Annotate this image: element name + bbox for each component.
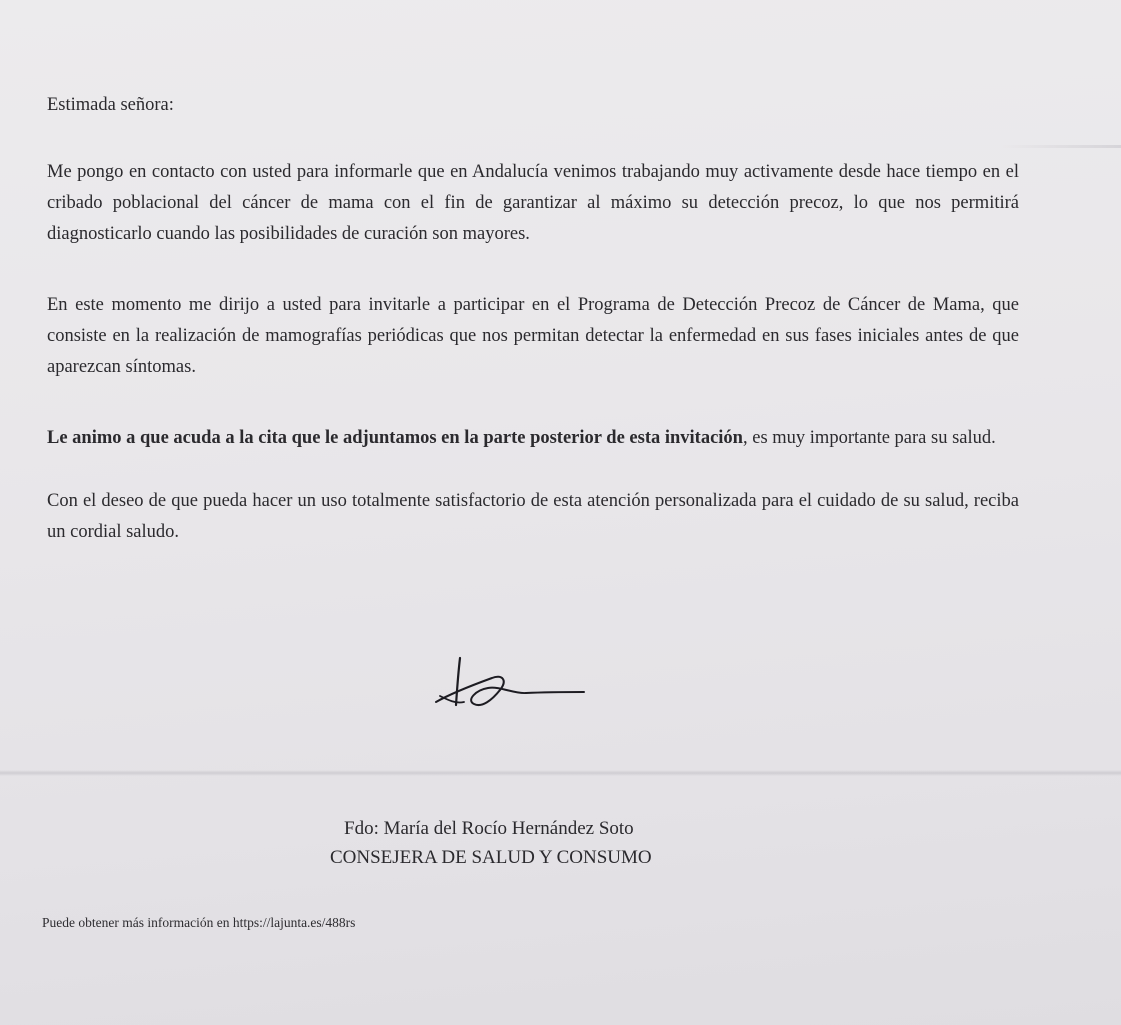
paragraph-3-emphasis: Le animo a que acuda a la cita que le adjuntamos en la parte posterior de esta invitación (47, 428, 743, 448)
paragraph-1: Me pongo en contacto con usted para informarle que en Andalucía venimos trabajando muy activamente desde hace tiempo en el cribado poblacional del cáncer de mama con el fin de garantizar al máximo su detección precoz, lo que nos permitirá diagnosticarlo cuando las posibilidades de curación son mayores. (47, 162, 1019, 244)
signer-block (330, 814, 750, 872)
paragraph-2: En este momento me dirijo a usted para invitarle a participar en el Programa de Detección Precoz de Cáncer de Mama, que consiste en la realización de mamografías periódicas que nos permitan detectar la enfermedad en sus fases iniciales antes de que aparezcan síntomas. (47, 295, 1019, 377)
paper-crease (1001, 145, 1121, 148)
signer-name: Fdo: María del Rocío Hernández Soto (344, 818, 634, 839)
signer-title: CONSEJERA DE SALUD Y CONSUMO (330, 847, 652, 868)
paragraph-3-rest: , es muy importante para su salud. (742, 428, 996, 448)
handwritten-signature (430, 650, 590, 720)
paper-fold (0, 770, 1121, 776)
paragraph-3 (47, 423, 1019, 454)
greeting: Estimada señora: (47, 95, 174, 115)
letter-body (47, 90, 1019, 588)
paragraph-4: Con el deseo de que pueda hacer un uso totalmente satisfactorio de esta atención personalizada para el cuidado de su salud, reciba un cordial saludo. (47, 491, 1019, 542)
footer-info-link[interactable]: Puede obtener más información en https://lajunta.es/488rs (42, 915, 356, 930)
